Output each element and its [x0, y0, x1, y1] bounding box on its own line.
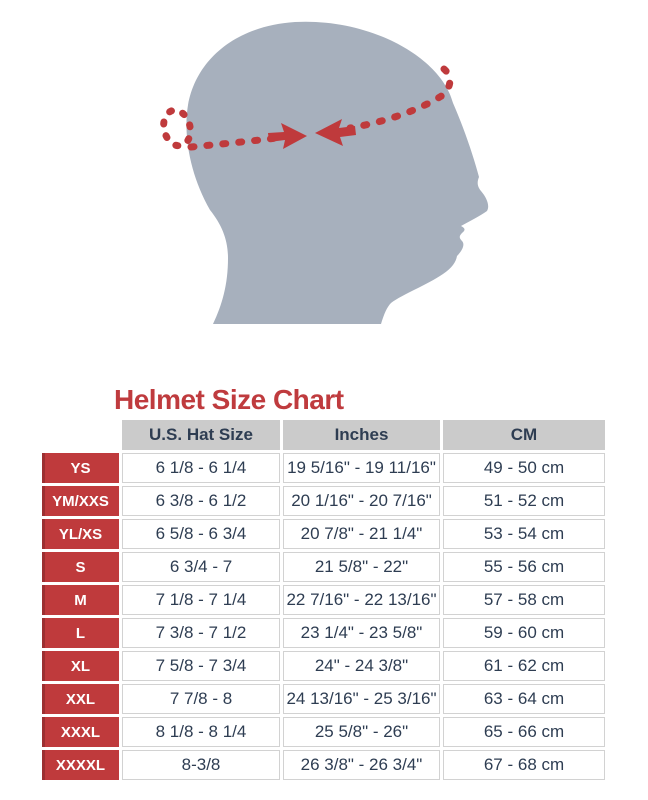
header-hat-size: U.S. Hat Size [122, 420, 280, 450]
header-inches: Inches [283, 420, 440, 450]
hat-size-cell: 7 5/8 - 7 3/4 [122, 651, 280, 681]
header-cm: CM [443, 420, 605, 450]
cm-cell: 51 - 52 cm [443, 486, 605, 516]
size-cell: YS [42, 453, 119, 483]
head-measurement-figure [0, 0, 648, 380]
inches-cell: 25 5/8" - 26" [283, 717, 440, 747]
size-cell: XXXXL [42, 750, 119, 780]
hat-size-cell: 6 5/8 - 6 3/4 [122, 519, 280, 549]
size-cell: L [42, 618, 119, 648]
hat-size-cell: 6 3/4 - 7 [122, 552, 280, 582]
helmet-size-table [42, 420, 605, 780]
cm-cell: 55 - 56 cm [443, 552, 605, 582]
size-cell: S [42, 552, 119, 582]
inches-cell: 24 13/16" - 25 3/16" [283, 684, 440, 714]
hat-size-cell: 7 1/8 - 7 1/4 [122, 585, 280, 615]
inches-cell: 23 1/4" - 23 5/8" [283, 618, 440, 648]
size-cell: XXL [42, 684, 119, 714]
cm-cell: 59 - 60 cm [443, 618, 605, 648]
size-cell: M [42, 585, 119, 615]
hat-size-cell: 7 3/8 - 7 1/2 [122, 618, 280, 648]
size-cell: XL [42, 651, 119, 681]
cm-cell: 63 - 64 cm [443, 684, 605, 714]
size-cell: YM/XXS [42, 486, 119, 516]
page-title: Helmet Size Chart [114, 384, 344, 415]
inches-cell: 20 1/16" - 20 7/16" [283, 486, 440, 516]
hat-size-cell: 8-3/8 [122, 750, 280, 780]
head-measurement-illustration [0, 0, 648, 380]
cm-cell: 67 - 68 cm [443, 750, 605, 780]
cm-cell: 53 - 54 cm [443, 519, 605, 549]
hat-size-cell: 6 3/8 - 6 1/2 [122, 486, 280, 516]
cm-cell: 57 - 58 cm [443, 585, 605, 615]
size-cell: XXXL [42, 717, 119, 747]
header-blank-cell [42, 420, 119, 450]
hat-size-cell: 8 1/8 - 8 1/4 [122, 717, 280, 747]
cm-cell: 61 - 62 cm [443, 651, 605, 681]
hat-size-cell: 7 7/8 - 8 [122, 684, 280, 714]
inches-cell: 19 5/16" - 19 11/16" [283, 453, 440, 483]
cm-cell: 49 - 50 cm [443, 453, 605, 483]
inches-cell: 20 7/8" - 21 1/4" [283, 519, 440, 549]
size-cell: YL/XS [42, 519, 119, 549]
inches-cell: 21 5/8" - 22" [283, 552, 440, 582]
inches-cell: 24" - 24 3/8" [283, 651, 440, 681]
hat-size-cell: 6 1/8 - 6 1/4 [122, 453, 280, 483]
cm-cell: 65 - 66 cm [443, 717, 605, 747]
inches-cell: 22 7/16" - 22 13/16" [283, 585, 440, 615]
inches-cell: 26 3/8" - 26 3/4" [283, 750, 440, 780]
